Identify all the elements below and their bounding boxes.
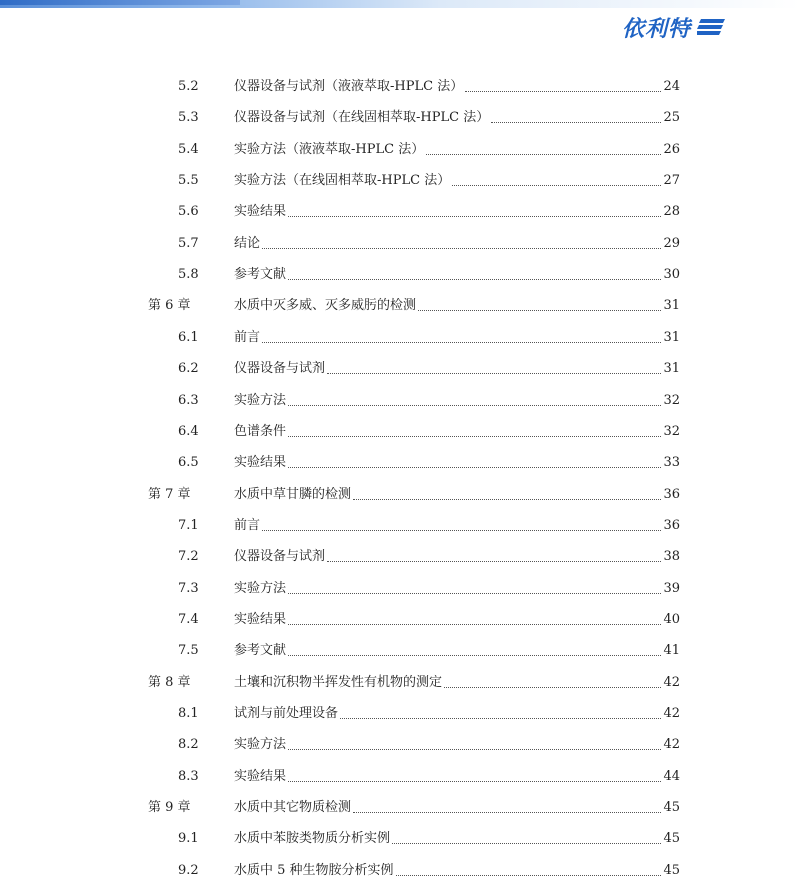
toc-entry[interactable] <box>0 635 800 659</box>
toc-section-number: 5.6 <box>178 204 199 220</box>
toc-page-number: 26 <box>663 141 680 157</box>
toc-section-number: 6.1 <box>178 329 199 345</box>
toc-page-number: 29 <box>663 235 680 251</box>
toc-section-number: 8.1 <box>178 706 199 721</box>
toc-dot-leader <box>396 875 662 876</box>
toc-dot-leader <box>288 624 661 625</box>
toc-entry-title: 结论 <box>234 235 261 251</box>
toc-dot-leader <box>353 812 661 813</box>
toc-entry-line <box>234 298 680 314</box>
toc-section-number: 9.1 <box>178 831 199 847</box>
toc-entry[interactable] <box>0 761 800 785</box>
toc-section-number: 6.2 <box>178 361 199 377</box>
toc-entry[interactable] <box>0 479 800 503</box>
toc-entry[interactable] <box>0 604 800 628</box>
toc-entry[interactable] <box>0 165 800 189</box>
toc-entry-title: 前言 <box>234 517 261 533</box>
toc-entry-line <box>234 518 680 534</box>
toc-entry[interactable] <box>0 698 800 722</box>
brand-logo <box>622 10 762 44</box>
toc-entry-title: 仪器设备与试剂（在线固相萃取-HPLC 法） <box>234 110 490 126</box>
toc-entry-line <box>234 612 680 628</box>
toc-page-number: 38 <box>663 549 680 565</box>
toc-page-number: 36 <box>663 517 680 533</box>
toc-entry-line <box>234 173 680 189</box>
toc-dot-leader <box>288 279 661 280</box>
toc-dot-leader <box>327 373 661 374</box>
toc-entry-line <box>234 706 680 722</box>
toc-section-number: 9.2 <box>178 862 199 878</box>
toc-entry-title: 水质中苯胺类物质分析实例 <box>234 831 391 847</box>
toc-entry-line <box>234 737 680 753</box>
toc-entry-title: 水质中灭多威、灭多威肟的检测 <box>234 298 417 314</box>
toc-dot-leader <box>418 310 661 311</box>
toc-entry-title: 实验结果 <box>234 611 287 627</box>
toc-entry[interactable] <box>0 71 800 95</box>
toc-page-number: 42 <box>663 737 680 753</box>
toc-dot-leader <box>288 749 661 750</box>
toc-entry-title: 色谱条件 <box>234 423 287 439</box>
toc-section-number: 8.2 <box>178 737 199 753</box>
toc-dot-leader <box>288 405 661 406</box>
toc-chapter-number: 第 9 章 <box>148 800 191 816</box>
toc-page-number: 45 <box>663 862 680 878</box>
toc-page-number: 27 <box>663 173 680 189</box>
toc-dot-leader <box>444 687 661 688</box>
toc-entry-title: 仪器设备与试剂 <box>234 549 326 565</box>
toc-dot-leader <box>426 154 661 155</box>
toc-dot-leader <box>288 216 661 217</box>
toc-entry[interactable] <box>0 510 800 534</box>
toc-entry[interactable] <box>0 385 800 409</box>
toc-entry[interactable] <box>0 823 800 847</box>
toc-entry-line <box>234 581 680 597</box>
toc-entry-title: 水质中草甘膦的检测 <box>234 486 352 502</box>
toc-entry-title: 实验结果 <box>234 768 287 784</box>
toc-entry-line <box>234 863 680 879</box>
toc-entry[interactable] <box>0 134 800 158</box>
toc-entry-line <box>234 800 680 816</box>
toc-entry-line <box>234 142 680 158</box>
toc-entry[interactable] <box>0 322 800 346</box>
toc-chapter-number: 第 8 章 <box>148 674 191 690</box>
toc-dot-leader <box>340 718 661 719</box>
toc-dot-leader <box>288 436 661 437</box>
toc-entry-line <box>234 424 680 440</box>
toc-entry-title: 前言 <box>234 329 261 345</box>
toc-entry[interactable] <box>0 259 800 283</box>
toc-dot-leader <box>262 248 661 249</box>
toc-entry-title: 实验方法 <box>234 392 287 408</box>
toc-entry[interactable] <box>0 573 800 597</box>
toc-entry[interactable] <box>0 290 800 314</box>
toc-page-number: 42 <box>663 706 680 721</box>
toc-dot-leader <box>327 561 661 562</box>
toc-section-number: 5.4 <box>178 141 199 157</box>
toc-entry-line <box>234 831 680 847</box>
toc-page-number: 31 <box>663 361 680 377</box>
toc-page-number: 44 <box>663 768 680 784</box>
toc-page-number: 40 <box>663 611 680 627</box>
toc-dot-leader <box>353 499 661 500</box>
toc-dot-leader <box>288 593 661 594</box>
toc-dot-leader <box>288 467 661 468</box>
toc-entry[interactable] <box>0 541 800 565</box>
toc-entry[interactable] <box>0 729 800 753</box>
toc-section-number: 6.5 <box>178 455 199 471</box>
toc-entry-title: 实验方法（在线固相萃取-HPLC 法） <box>234 173 451 189</box>
toc-dot-leader <box>288 781 661 782</box>
toc-entry-title: 实验方法 <box>234 580 287 596</box>
toc-entry-line <box>234 110 680 126</box>
header-band-accent <box>0 0 240 5</box>
toc-entry-title: 参考文献 <box>234 643 287 659</box>
toc-dot-leader <box>288 655 661 656</box>
toc-entry-line <box>234 79 680 95</box>
toc-section-number: 5.2 <box>178 79 199 94</box>
toc-section-number: 7.5 <box>178 643 199 659</box>
toc-entry[interactable] <box>0 228 800 252</box>
toc-section-number: 7.4 <box>178 611 199 627</box>
toc-entry-line <box>234 487 680 503</box>
toc-entry-title: 实验方法（液液萃取-HPLC 法） <box>234 141 425 157</box>
toc-page-number: 25 <box>663 110 680 126</box>
toc-dot-leader <box>465 91 661 92</box>
toc-entry[interactable] <box>0 667 800 691</box>
toc-chapter-number: 第 6 章 <box>148 298 191 314</box>
toc-entry-line <box>234 455 680 471</box>
toc-entry-line <box>234 393 680 409</box>
toc-page-number: 28 <box>663 204 680 220</box>
toc-page-number: 33 <box>663 455 680 471</box>
toc-page-number: 30 <box>663 267 680 283</box>
toc-page-number: 32 <box>663 423 680 439</box>
toc-entry-title: 土壤和沉积物半挥发性有机物的测定 <box>234 674 443 690</box>
toc-dot-leader <box>392 843 661 844</box>
toc-entry[interactable] <box>0 353 800 377</box>
toc-section-number: 8.3 <box>178 768 199 784</box>
toc-entry-line <box>234 643 680 659</box>
toc-page-number: 45 <box>663 831 680 847</box>
toc-page-number: 45 <box>663 800 680 816</box>
toc-entry[interactable] <box>0 447 800 471</box>
toc-entry-title: 仪器设备与试剂 <box>234 361 326 377</box>
toc-dot-leader <box>262 342 661 343</box>
toc-page-number: 31 <box>663 329 680 345</box>
toc-entry-title: 试剂与前处理设备 <box>234 706 339 721</box>
toc-page-number: 36 <box>663 486 680 502</box>
toc-section-number: 6.3 <box>178 392 199 408</box>
toc-entry-line <box>234 675 680 691</box>
toc-entry[interactable] <box>0 416 800 440</box>
toc-entry-line <box>234 361 680 377</box>
toc-section-number: 6.4 <box>178 423 199 439</box>
toc-page-number: 24 <box>663 79 680 94</box>
toc-dot-leader <box>452 185 661 186</box>
toc-entry[interactable] <box>0 102 800 126</box>
toc-dot-leader <box>262 530 661 531</box>
toc-entry-title: 实验结果 <box>234 455 287 471</box>
toc-entry-line <box>234 549 680 565</box>
toc-entry-line <box>234 236 680 252</box>
toc-entry-line <box>234 267 680 283</box>
toc-entry[interactable] <box>0 196 800 220</box>
toc-entry-line <box>234 204 680 220</box>
logo-stripes-icon <box>697 17 727 37</box>
toc-entry[interactable] <box>0 792 800 816</box>
toc-entry-title: 参考文献 <box>234 267 287 283</box>
toc-page-number: 39 <box>663 580 680 596</box>
toc-section-number: 7.3 <box>178 580 199 596</box>
toc-chapter-number: 第 7 章 <box>148 486 191 502</box>
toc-entry-title: 实验方法 <box>234 737 287 753</box>
toc-entry-title: 实验结果 <box>234 204 287 220</box>
toc-page-number: 32 <box>663 392 680 408</box>
toc-section-number: 5.3 <box>178 110 199 126</box>
toc-section-number: 7.2 <box>178 549 199 565</box>
toc-entry-title: 仪器设备与试剂（液液萃取-HPLC 法） <box>234 79 464 94</box>
toc-entry-line <box>234 330 680 346</box>
toc-page-number: 42 <box>663 674 680 690</box>
toc-page-number: 31 <box>663 298 680 314</box>
toc-dot-leader <box>491 122 661 123</box>
toc-section-number: 5.8 <box>178 267 199 283</box>
toc-section-number: 5.7 <box>178 235 199 251</box>
toc-entry-title: 水质中 5 种生物胺分析实例 <box>234 862 394 878</box>
toc-page-number: 41 <box>663 643 680 659</box>
toc-entry[interactable] <box>0 855 800 879</box>
toc-entry-title: 水质中其它物质检测 <box>234 800 352 816</box>
logo-text: 依利特 <box>622 16 692 42</box>
toc-entry-line <box>234 769 680 785</box>
toc-section-number: 5.5 <box>178 173 199 189</box>
toc-section-number: 7.1 <box>178 517 199 533</box>
